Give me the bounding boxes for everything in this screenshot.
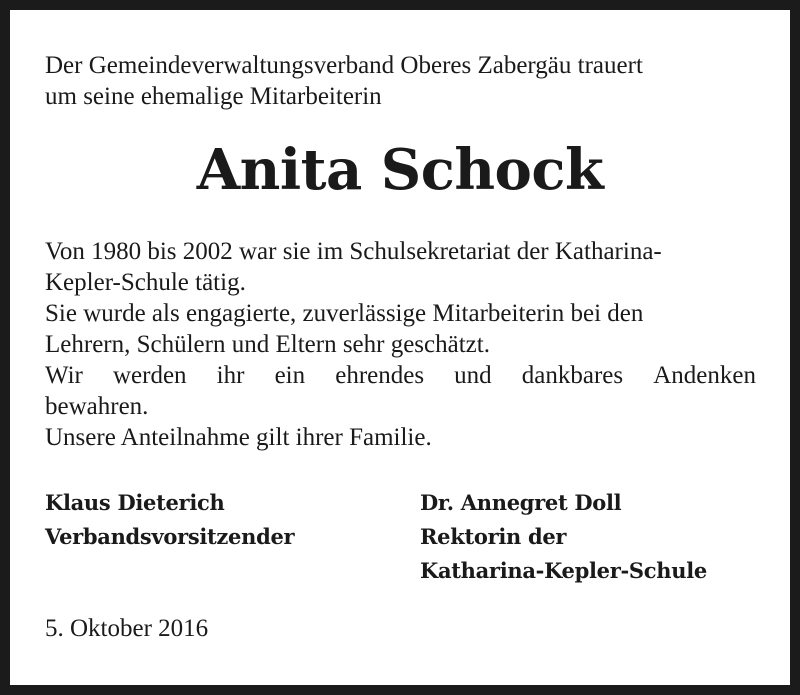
body-text bbox=[45, 236, 756, 453]
body-line: Kepler-Schule tätig. bbox=[45, 269, 246, 296]
notice-date: 5. Oktober 2016 bbox=[45, 615, 209, 642]
body-line: Von 1980 bis 2002 war sie im Schulsekretariat der Katharina- bbox=[45, 238, 662, 265]
signatory-title: Katharina-Kepler-Schule bbox=[420, 558, 707, 583]
signatory-name: Dr. Annegret Doll bbox=[420, 490, 622, 515]
word: ehrendes bbox=[335, 362, 425, 389]
body-line: Sie wurde als engagierte, zuverlässige Mitarbeiterin bei den bbox=[45, 300, 644, 327]
obituary-notice bbox=[10, 10, 790, 685]
intro-text bbox=[45, 50, 756, 112]
intro-line: um seine ehemalige Mitarbeiterin bbox=[45, 83, 382, 110]
signature-right bbox=[420, 486, 707, 588]
body-line: Unsere Anteilnahme gilt ihrer Familie. bbox=[45, 424, 432, 451]
signature-left bbox=[45, 486, 294, 554]
word: ihr bbox=[216, 362, 245, 389]
word: Andenken bbox=[653, 362, 756, 389]
word: Wir bbox=[45, 362, 83, 389]
body-line: bewahren. bbox=[45, 393, 149, 420]
deceased-name: Anita Schock bbox=[196, 137, 604, 203]
word: ein bbox=[274, 362, 306, 389]
signatory-name: Klaus Dieterich bbox=[45, 490, 225, 515]
signatory-title: Verbandsvorsitzender bbox=[45, 524, 295, 549]
intro-line: Der Gemeindeverwaltungsverband Oberes Zabergäu trauert bbox=[45, 52, 643, 79]
word: und bbox=[454, 362, 492, 389]
body-line-justified bbox=[45, 360, 756, 391]
body-line: Lehrern, Schülern und Eltern sehr geschätzt. bbox=[45, 331, 490, 358]
signatory-title: Rektorin der bbox=[420, 524, 567, 549]
word: dankbares bbox=[521, 362, 624, 389]
word: werden bbox=[112, 362, 187, 389]
